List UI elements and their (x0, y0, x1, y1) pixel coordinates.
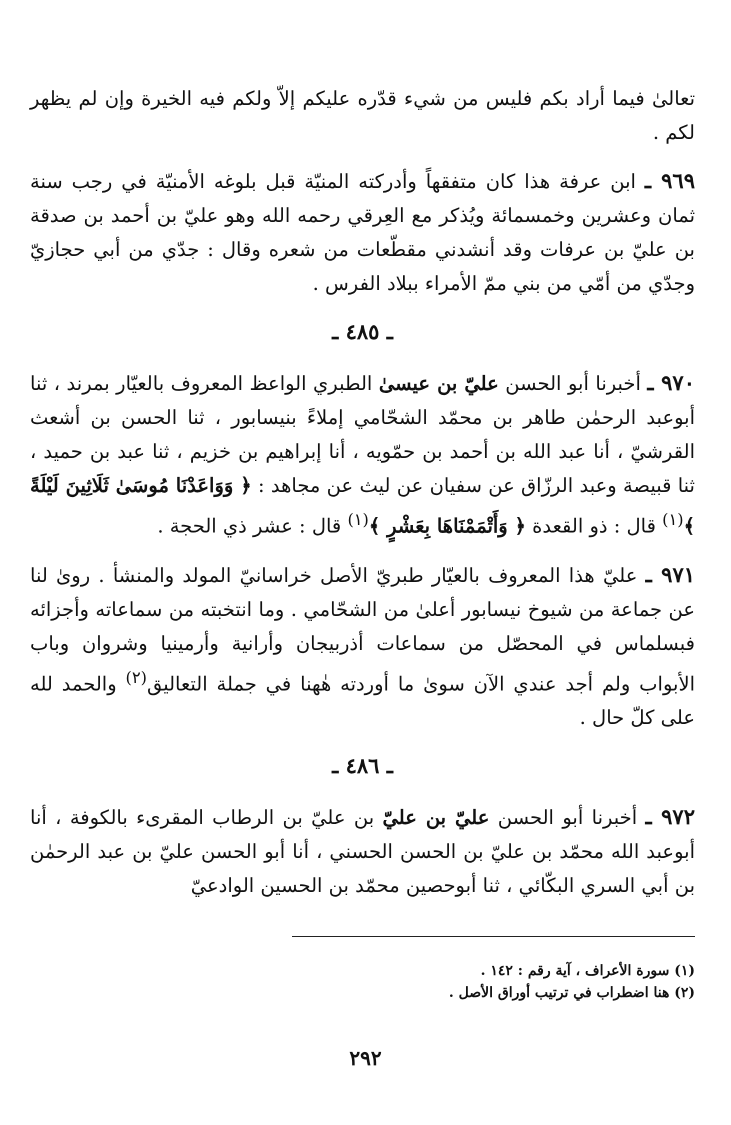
entry-number: ٩٦٩ ـ (644, 168, 695, 193)
entry-text: أخبرنا أبو الحسن (505, 372, 641, 395)
entry-number: ٩٧٢ ـ (645, 804, 695, 829)
entry-text: بن عليّ بن الرطاب المقرىء بالكوفة ، أنا أبوعبد الله محمّد بن عليّ بن الحسن الحسني ، أنا أبو الحسن عليّ بن عبد الرحمٰن بن أبي السري البكّائي ، ثنا أبوحصين محمّد بن الحسين الوادعيّ (30, 806, 695, 897)
entry-number: ٩٧١ ـ (645, 561, 696, 587)
footnote-ref: (١) (347, 510, 369, 529)
entry-text: ابن عرفة هذا كان متفقهاً وأدركته المنيّة قبل بلوغه الأمنيّة في رجب سنة ثمان وعشرين وخمسمائة ويُذكر مع العِرقي رحمه الله وهو عليّ بن أحمد بن صدقة بن عليّ بن عرفات وقد أنشدني مقطّعات من شعره وقال : جدّي من أبي حجازيّ وجدّي من أمّي من بني ممّ الأمراء ببلاد الفرس . (30, 170, 695, 295)
entry-969 (30, 164, 695, 301)
narrator-name: عليّ بن عيسىٰ (378, 372, 499, 395)
footnote-divider (292, 936, 695, 937)
entry-number: ٩٧٠ ـ (647, 370, 695, 395)
entry-971 (30, 558, 695, 736)
entry-text: قال : عشر ذي الحجة . (157, 514, 342, 538)
section-separator: ـ ٤٨٥ ـ (332, 319, 393, 344)
entry-text: والحمد لله على كلّ حال . (30, 672, 695, 729)
footnotes (30, 960, 695, 1004)
footnote-ref: (٢) (125, 667, 147, 687)
intro-paragraph: تعالىٰ فيما أراد بكم فليس من شيء قدّره عليكم إلاّ ولكم فيه الخيرة وإن لم يظهر لكم . (30, 87, 695, 144)
entry-text: الطبري الواعظ المعروف بالعيّار بمرند ، ثنا أبوعبد الرحمٰن طاهر بن محمّد الشحّامي إملاءً بنيسابور ، ثنا الحسن بن أشعث القرشيّ ، أنا عبد الله بن أحمد بن حمّويه ، أنا إبراهيم بن خزيم ، ثنا عبد بن حميد ، ثنا قبيصة وعبد الرزّاق عن سفيان عن ليث عن مجاهد : (30, 372, 695, 497)
footnote-1: (١) سورة الأعراف ، آية رقم : ١٤٢ . (480, 963, 695, 979)
entry-text: عليّ هذا المعروف بالعيّار طبريّ الأصل خراسانيّ المولد والمنشأ . روىٰ لنا عن جماعة من شيوخ نيسابور أعلىٰ من الشحّامي . وما انتخبته من سماعاته وأجزائه فبسلماس في المحصّل من سماعات أذربيجان وأرانية وأرمينيا وشروان وباب الأبواب ولم أجد عندي الآن سوىٰ ما أوردته هٰهنا في جملة التعاليق (30, 563, 695, 695)
quran-quote: ﴿ وَأَتْمَمْنَاهَا بِعَشْرٍ ﴾ (368, 514, 526, 538)
narrator-name: عليّ بن عليّ (382, 806, 490, 829)
footnote-2: (٢) هنا اضطراب في ترتيب أوراق الأصل . (448, 985, 695, 1001)
page-number: ٢٩٢ (349, 1046, 382, 1070)
entry-970 (30, 366, 695, 544)
quran-quote: ﴿ وَوَاعَدْنَا مُوسَىٰ ثَلَاثِينَ لَيْلَةً ﴾ (30, 474, 695, 538)
entry-text: أخبرنا أبو الحسن (497, 806, 638, 829)
section-separator: ـ ٤٨٦ ـ (332, 753, 393, 778)
entry-text: قال : ذو القعدة (532, 514, 656, 538)
footnote-ref: (١) (662, 510, 684, 529)
entry-972 (30, 800, 695, 903)
